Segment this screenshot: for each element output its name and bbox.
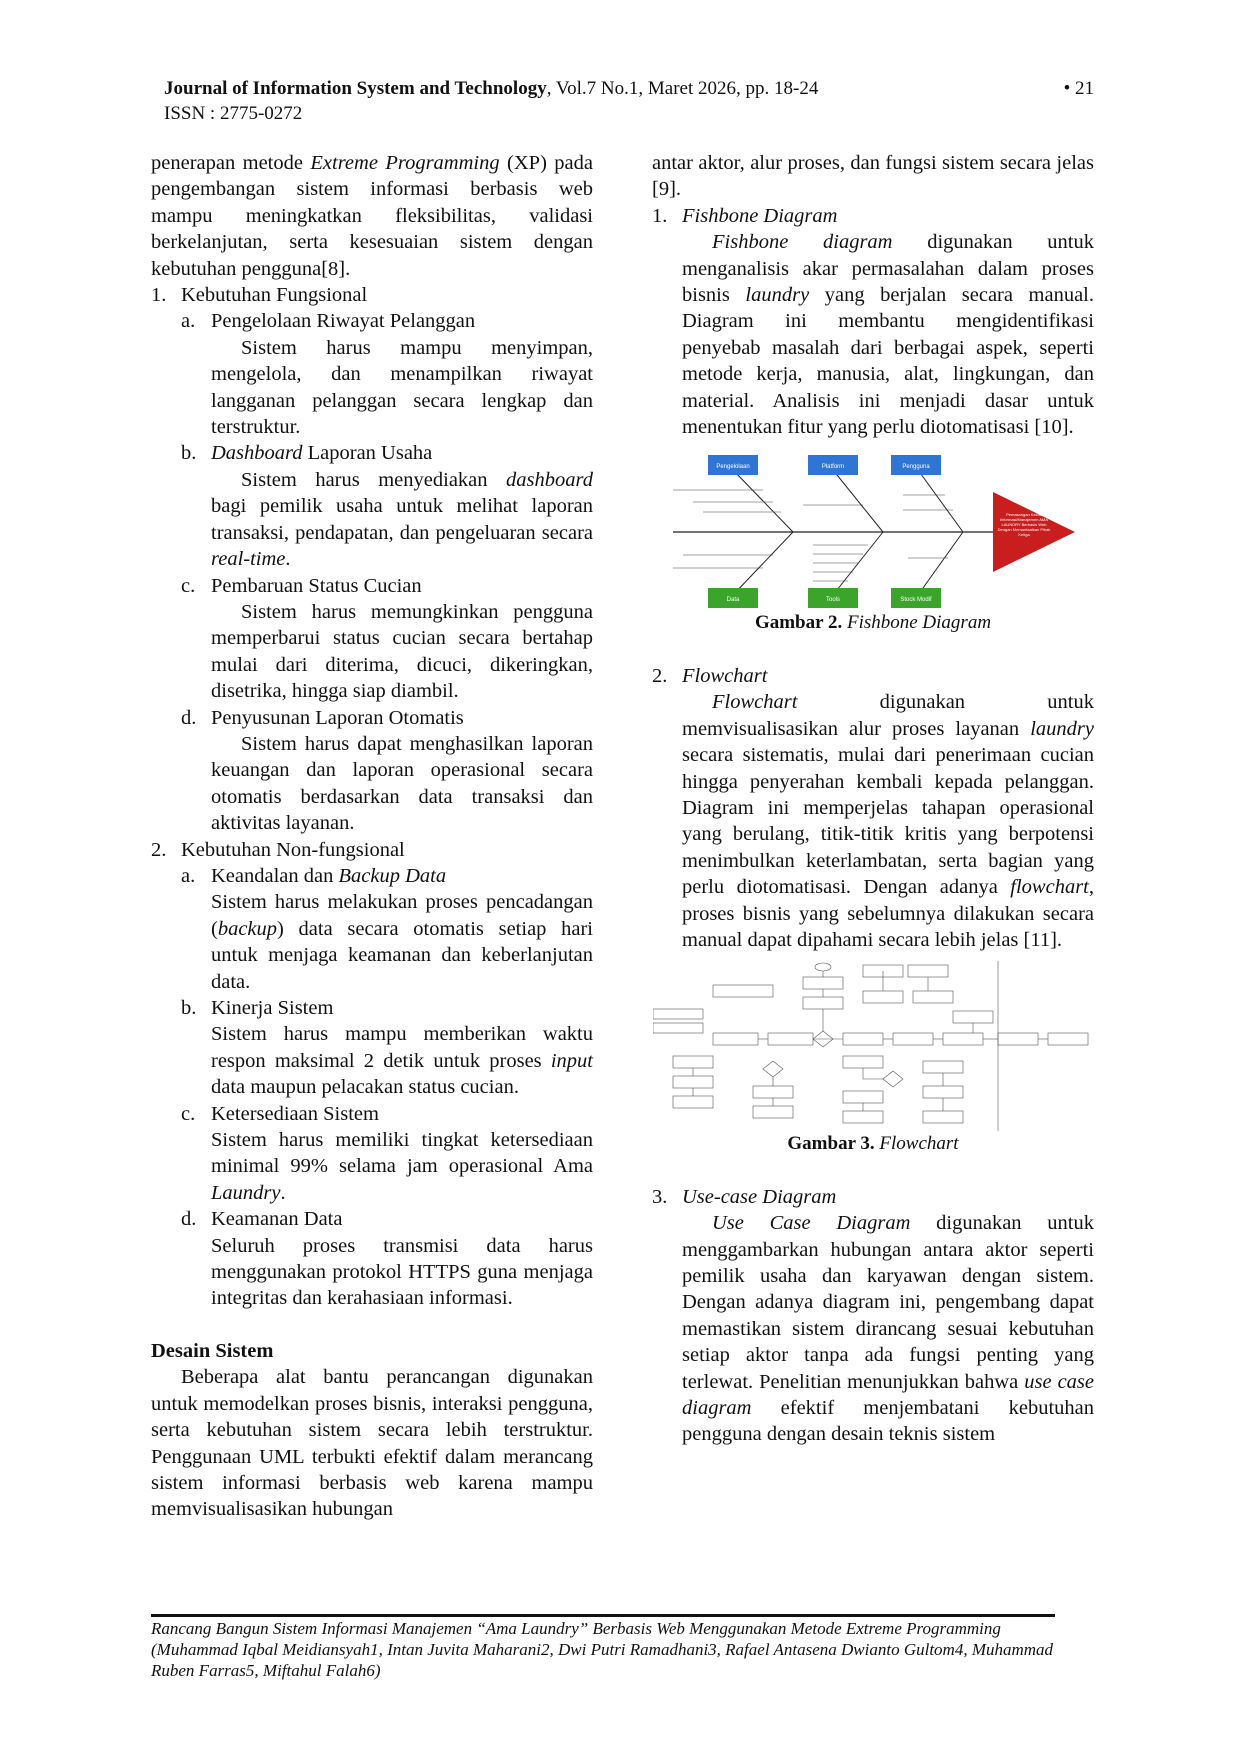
list-item-body: Sistem harus mampu menyimpan, mengelola, dan menampilkan riwayat langganan pelanggan secara lengkap dan terstruktur. <box>211 336 593 439</box>
list-item: d. Keamanan Data <box>181 1208 343 1231</box>
running-header <box>164 76 1094 126</box>
page-number: • 21 <box>1063 78 1094 99</box>
running-footer: Rancang Bangun Sistem Informasi Manajemen “Ama Laundry” Berbasis Web Menggunakan Metode Extreme Programming (Muhammad Iqbal Meidiansyah1, Intan Juvita Maharani2, Dwi Putri Ramadhani3, Rafael Antasena Dwianto Gultom4, Muhammad Ruben Farras5, Miftahul Falah6) <box>151 1619 1054 1680</box>
issn: ISSN : 2775-0272 <box>164 103 303 124</box>
list-item-body: Sistem harus menyediakan dashboard bagi pemilik usaha untuk melihat laporan transaksi, pendapatan, dan pengeluaran secara real-time. <box>211 468 593 571</box>
fishbone-bottom-box: Tools <box>825 597 841 604</box>
list-item: d. Penyusunan Laporan Otomatis <box>181 706 464 729</box>
list-item: c. Pembaruan Status Cucian <box>181 574 422 597</box>
list-item-body: Seluruh proses transmisi data harus menggunakan protokol HTTPS guna menjaga integritas dan kerahasiaan informasi. <box>211 1234 593 1310</box>
list-item: a. Pengelolaan Riwayat Pelanggan <box>181 310 476 333</box>
list-item-body: Sistem harus dapat menghasilkan laporan keuangan dan laporan operasional secara otomatis berdasarkan data transaksi dan aktivitas layanan. <box>211 732 593 835</box>
subsection-usecase: 3. Use-case Diagram <box>652 1185 837 1208</box>
nonfungsional-list <box>151 863 593 1312</box>
right-column <box>652 150 1094 1448</box>
list-item-body: Sistem harus memungkinkan pengguna memperbarui status cucian secara bertahap mulai dari diterima, dicuci, dikeringkan, disetrika, hingga siap diambil. <box>211 600 593 703</box>
journal-volume: , Vol.7 No.1, Maret 2026, pp. 18-24 <box>546 78 819 99</box>
list-item: c. Ketersediaan Sistem <box>181 1102 379 1125</box>
left-column <box>151 150 593 1523</box>
list-item-body: Sistem harus memiliki tingkat ketersediaan minimal 99% selama jam operasional Ama Laundry. <box>211 1129 593 1204</box>
figure-2-caption: Gambar 2. Fishbone Diagram <box>754 612 992 634</box>
subsection-flowchart: 2. Flowchart <box>652 664 768 687</box>
fungsional-list <box>151 308 593 836</box>
journal-line <box>164 76 1094 101</box>
list-item-body: Sistem harus mampu memberikan waktu respon maksimal 2 detik untuk proses input data maupun pelacakan status cucian. <box>211 1023 593 1099</box>
intro-paragraph: penerapan metode Extreme Programming (XP) pada pengembangan sistem informasi berbasis web mampu meningkatkan fleksibilitas, validasi berkelanjutan, serta kesesuaian sistem dengan kebutuhan pengguna[8]. <box>151 152 594 280</box>
continued-paragraph: antar aktor, alur proses, dan fungsi sistem secara jelas [9]. <box>652 152 1094 201</box>
flowchart-figure <box>653 961 1093 1131</box>
list-item: a. Keandalan dan Backup Data <box>181 864 447 887</box>
desain-paragraph: Beberapa alat bantu perancangan digunakan untuk memodelkan proses bisnis, interaksi pengguna, serta kebutuhan sistem secara lebih terstruktur. Penggunaan UML terbukti efektif dalam merancang sistem informasi berbasis web karena mampu memvisualisasikan hubungan <box>151 1366 593 1521</box>
fishbone-top-box: Pengguna <box>902 464 930 471</box>
fishbone-bottom-box: Stock Modif <box>900 597 932 604</box>
section-kebutuhan-fungsional: 1. Kebutuhan Fungsional <box>151 284 368 307</box>
fishbone-diagram-figure <box>663 450 1083 610</box>
list-item: b. Dashboard Laporan Usaha <box>181 442 433 465</box>
fishbone-head-label: Pemasangan Kelola Informasi/Manajemen AMA LAUNDRY Berbasis Web Dengan Memanfaatkan Pihak Ketiga <box>997 512 1051 538</box>
journal-title: Journal of Information System and Technology <box>164 78 547 99</box>
fishbone-top-box: Pengelolaan <box>716 464 750 471</box>
fishbone-bottom-box: Data <box>726 597 740 604</box>
fishbone-paragraph: Fishbone diagram digunakan untuk menganalisis akar permasalahan dalam proses bisnis laundry yang berjalan secara manual. Diagram ini membantu mengidentifikasi penyebab masalah dari berbagai aspek, seperti metode kerja, manusia, alat, lingkungan, dan material. Analisis ini menjadi dasar untuk menentukan fitur yang perlu diotomatisasi [10]. <box>682 231 1094 439</box>
subsection-fishbone: 1. Fishbone Diagram <box>652 204 838 227</box>
footer-rule <box>151 1614 1055 1617</box>
list-item-body: Sistem harus melakukan proses pencadangan (backup) data secara otomatis setiap hari untuk menjaga keamanan dan keberlanjutan data. <box>211 891 593 993</box>
fishbone-top-box: Platform <box>821 464 845 471</box>
usecase-paragraph: Use Case Diagram digunakan untuk menggambarkan hubungan antara aktor seperti pemilik usaha dan karyawan dengan sistem. Dengan adanya diagram ini, pengembang dapat memastikan sistem dirancang sesuai kebutuhan setiap aktor tanpa ada fungsi penting yang terlewat. Penelitian menunjukkan bahwa use case diagram efektif menjembatani kebutuhan pengguna dengan desain teknis sistem <box>682 1212 1094 1446</box>
figure-3-caption: Gambar 3. Flowchart <box>787 1133 959 1155</box>
list-item: b. Kinerja Sistem <box>181 997 334 1019</box>
flowchart-paragraph: Flowchart digunakan untuk memvisualisasikan alur proses layanan laundry secara sistematis, mulai dari penerimaan cucian hingga penyerahan kembali kepada pelanggan. Diagram ini memperjelas tahapan operasional yang berulang, titik-titik kritis yang berpotensi menimbulkan keterlambatan, serta bagian yang perlu diotomatisasi. Dengan adanya flowchart, proses bisnis yang sebelumnya dilakukan secara manual dapat dipahami secara lebih jelas [11]. <box>682 691 1094 951</box>
section-kebutuhan-nonfungsional: 2. Kebutuhan Non-fungsional <box>151 838 405 861</box>
section-heading-desain: Desain Sistem <box>151 1339 274 1362</box>
